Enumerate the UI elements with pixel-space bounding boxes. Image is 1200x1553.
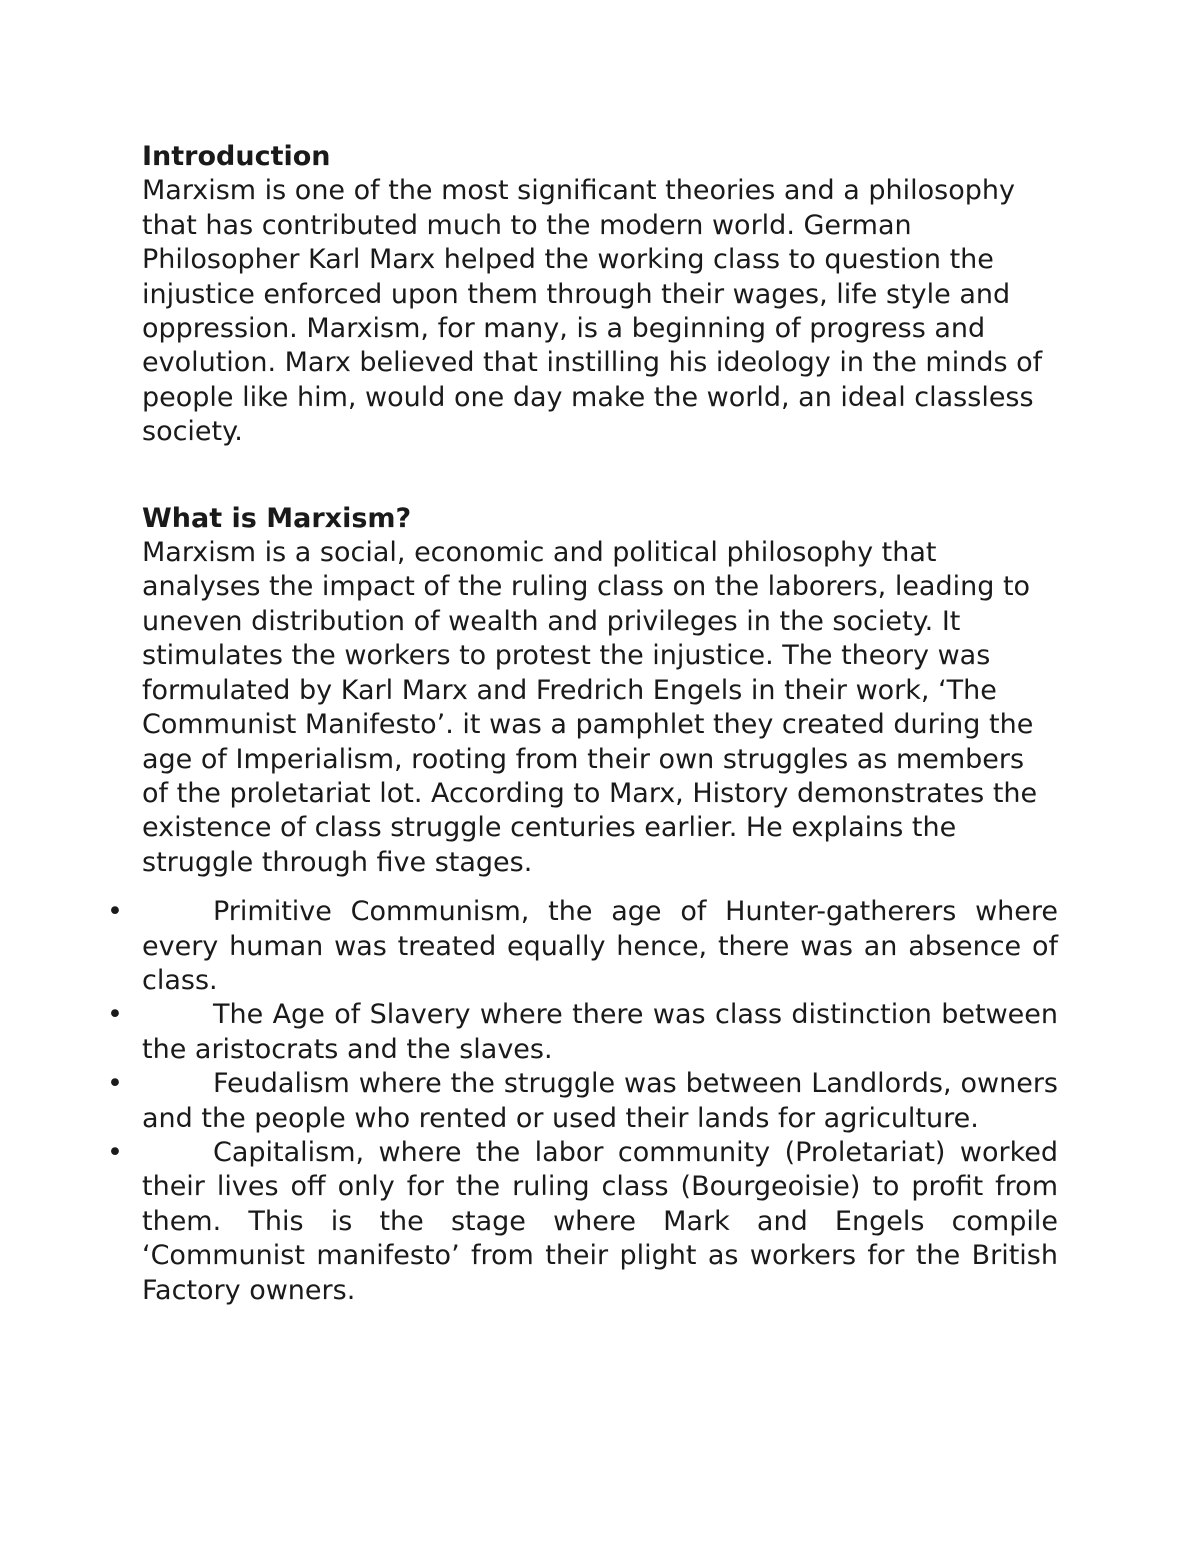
bullet-icon: • — [107, 999, 123, 1031]
bullet-icon: • — [107, 896, 123, 928]
stages-list — [107, 895, 1058, 1308]
stage-text: The Age of Slavery where there was class distinction between the aristocrats and the slaves. — [142, 999, 1058, 1065]
bullet-icon: • — [107, 1068, 123, 1100]
list-item — [107, 895, 1058, 998]
stage-text: Capitalism, where the labor community (Proletariat) worked their lives off only for the ruling class (Bourgeoisie) to profit from them. This is the stage where Mark and Engels compile ‘Communist manifesto’ from their plight as workers for the British Factory owners. — [142, 1136, 1058, 1306]
list-item — [107, 1136, 1058, 1308]
stage-text: Feudalism where the struggle was between Landlords, owners and the people who rented or used their lands for agriculture. — [142, 1068, 1058, 1134]
document-body — [107, 140, 1058, 1308]
list-spacer — [142, 880, 1058, 895]
section-spacer — [142, 450, 1058, 502]
list-item — [107, 1067, 1058, 1136]
stage-text: Primitive Communism, the age of Hunter-gatherers where every human was treated equally hence, there was an absence of class. — [142, 896, 1058, 996]
what-is-marxism-paragraph: Marxism is a social, economic and political philosophy that analyses the impact of the ruling class on the laborers, leading to uneven distribution of wealth and privileges in the society. It stimulates the workers to protest the injustice. The theory was formulated by Karl Marx and Fredrich Engels in their work, ‘The Communist Manifesto’. it was a pamphlet they created during the age of Imperialism, rooting from their own struggles as members of the proletariat lot. According to Marx, History demonstrates the existence of class struggle centuries earlier. He explains the struggle through five stages. — [142, 537, 1038, 878]
intro-heading: Introduction — [142, 141, 331, 172]
what-is-marxism-heading: What is Marxism? — [142, 502, 412, 534]
bullet-icon: • — [107, 1136, 123, 1168]
intro-paragraph: Marxism is one of the most significant theories and a philosophy that has contributed much to the modern world. German Philosopher Karl Marx helped the working class to question the injustice enforced upon them through their wages, life style and oppression. Marxism, for many, is a beginning of progress and evolution. Marx believed that instilling his ideology in the minds of people like him, would one day make the world, an ideal classless society. — [142, 175, 1043, 448]
list-item — [107, 998, 1058, 1067]
